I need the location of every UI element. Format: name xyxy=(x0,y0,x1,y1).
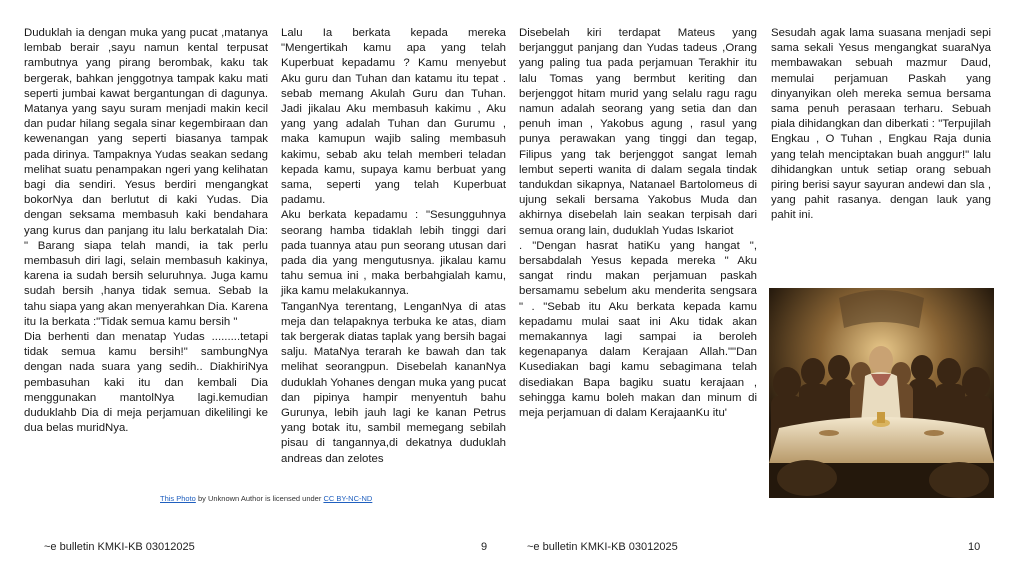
body-text: Disebelah kiri terdapat Mateus yang berjanggut panjang dan Yudas tadeus ,Orang yang paling tua pada perjamuan Terakhir itu lalu Tomas yang bermbut keriting dan berjenggot hitam murid yang selalu ragu ragu namun adalah seorang yang setia dan dan penuh iman , Yakobus agung , rasul yang punya perawakan yang tinggi dan tegap, Filipus yang tak berjenggot sangat lemah lembut seperti wanita di dalam segala tindak tandukdan sikapnya, Natanael Bartolomeus di ujung sekali bersama Yakobus Muda dan akhirnya disebelah lain seakan terpisah dari semua orang lain, duduklah Yudas Iskariot . "Dengan hasrat hatiKu yang hangat ", bersabdalah Yesus kepada mereka " Aku sangat rindu makan perjamuan paskah bersamamu sebelum aku menderita sengsara " . "Sebab itu Aku berkata kepada kamu kepadamu mulai saat ini Aku tidak akan memakannya lagi sampai ia beroleh kegenapanya dalam Kerajaan Allah.""Dan Kusediakan bagi kamu sebagimana telah disediakan Bapa bagiku suatu kerajaan , sehingga kamu boleh makan dan minum di meja perjamuan di dalam KerajaanKu itu' xyxy=(519,27,757,420)
page10-column-left xyxy=(519,26,757,421)
page10-column-right xyxy=(771,26,991,224)
page-number-9: 9 xyxy=(481,541,488,553)
page9-column-right xyxy=(281,26,506,467)
image-credit xyxy=(160,494,372,503)
photo-link[interactable]: This Photo xyxy=(160,494,196,503)
credit-text: by Unknown Author is licensed under xyxy=(195,494,324,503)
license-link[interactable]: CC BY-NC-ND xyxy=(323,494,373,503)
footer-bulletin-right: ~e bulletin KMKI-KB 03012025 xyxy=(527,541,678,553)
page9-column-left xyxy=(24,26,268,436)
page-number-10: 10 xyxy=(968,541,981,553)
last-supper-illustration xyxy=(769,288,994,498)
body-text: Duduklah ia dengan muka yang pucat ,matanya lembab berair ,sayu namun kental terpusat rambutnya yang pirang berombak, kaku tak bergerak, bahkan jenggotnya tampak kaku mati seperti jumbai kawat bergantungan di dagunya. Matanya yang sayu suram menjadi makin kecil dan pudar hilang segala sinar kegembiraan dan kewenangan yang seperti biasanya tampak pada dirinya. Tampaknya Yudas seakan sedang melihat suatu penampakan ngeri yang kelihatan bagi dia sendiri. Yesus berdiri mengangkat bokorNya dan berlutut di kaki Yudas. Dia dengan seksama membasuh kaki bendahara yang kurus dan panjang itu lalu berkatalah Dia: " Barang siapa telah mandi, ia tak perlu membasuh diri lagi, selain membasuh kakinya, karena ia sudah bersih seluruhnya. Juga kamu sudah bersih ,hanya tidak semua. Sebab Ia tahu siapa yang akan menyerahkan Dia. Karena itu Ia berkata :"Tidak semua kamu bersih " Dia berhenti dan menatap Yudas .........tetapi tidak semua kamu bersih!" sambungNya dengan nada suara yang sedih.. DiakhiriNya pembasuhan kaki itu dan kembali Dia menggunakan mantolNya lagi.kemudian duduklahb Dia di meja perjamuan dikelilingi ke dua belas muridNya. xyxy=(24,27,268,435)
body-text: Lalu Ia berkata kepada mereka "Mengertikah kamu apa yang telah Kuperbuat kepadamu ? Kamu menyebut Aku guru dan Tuhan dan katamu itu tepat . sebab memang Akulah Guru dan Tuhan. Jadi jikalau Aku membasuh kakimu , Aku yang yang adalah Tuhan dan Gurumu , maka kamupun wajib saling membasuh kakimu, sebab aku telah memberi teladan kepada kamu, supaya kamu berbuat yang sama, seperti yang telah Kuperbuat padamu. Aku berkata kepadamu : "Sesungguhnya seorang hamba tidaklah lebih tinggi dari pada tuannya atau pun seorang utusan dari pada dia yang mengutusnya. jikalau kamu tahu semua ini , maka berbahgialah kamu, jika kamu melakukannya. TanganNya terentang, LenganNya di atas meja dan telapaknya terbuka ke atas, diam tak bergerak diatas taplak yang bersih bagai salju. MataNya terarah ke bawah dan tak melihat seorangpun. Disebelah kananNya duduklah Yohanes dengan muka yang pucat dan pipinya hampir menyentuh bahu Gurunya, lebih jauh lagi ke kanan Petrus yang botak itu, sambil memegang sebilah pisau di tangannya,di dekatnya duduklah andreas dan zelotes xyxy=(281,27,506,465)
last-supper-painting xyxy=(769,288,994,498)
body-text: Sesudah agak lama suasana menjadi sepi sama sekali Yesus mengangkat suaraNya membawakan sebuah mazmur Daud, memulai perjamuan Paskah yang dinyanyikan oleh mereka semua bersama sama penuh perasaan terharu. Sebuah piala dihidangkan dan diberkati : "Terpujilah Engkau , O Tuhan , Engkau Raja dunia yang telah menciptakan buah anggur!" lalu dihidangkan untuk setiap orang sebuah piring berisi sayur sayuran andewi dan sla , yang pahit rasanya. dengan lauk yang pahit ini. xyxy=(771,27,991,222)
footer-bulletin-left: ~e bulletin KMKI-KB 03012025 xyxy=(44,541,195,553)
